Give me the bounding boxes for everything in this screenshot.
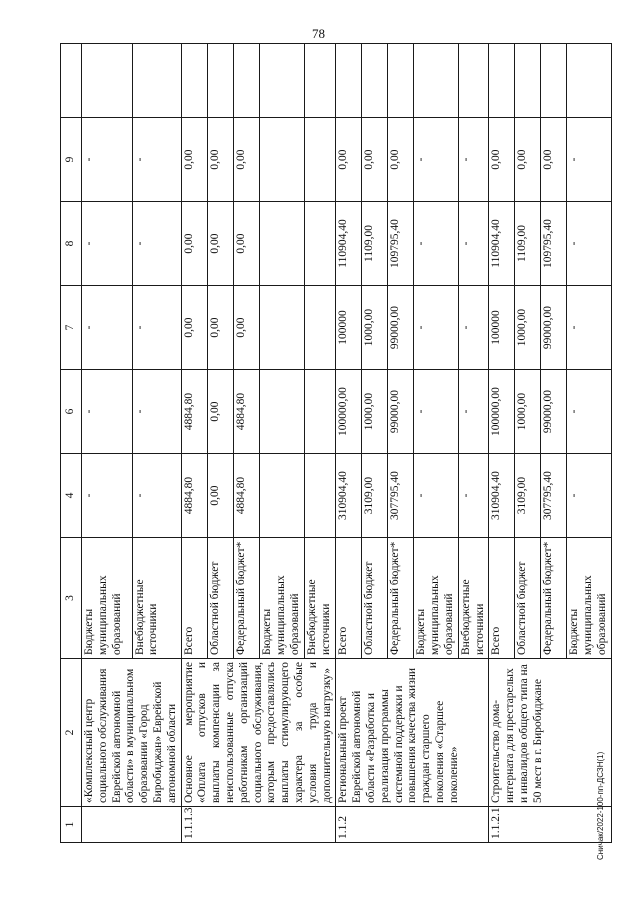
funding-source-cell: Федеральный бюджет* — [234, 538, 260, 659]
value-cell — [305, 44, 336, 118]
value-cell: 0,00 — [181, 286, 207, 370]
value-cell — [388, 44, 414, 118]
value-cell: 100000,00 — [336, 370, 362, 454]
value-cell: 109795,40 — [541, 202, 567, 286]
value-cell: - — [132, 370, 181, 454]
header-row — [61, 44, 82, 843]
document-code: Сничак/2022-100-пп-ДСЗН(1) — [596, 751, 605, 860]
value-cell — [260, 202, 305, 286]
value-cell: 0,00 — [207, 118, 233, 202]
value-cell: 0,00 — [336, 118, 362, 202]
value-cell — [181, 44, 207, 118]
funding-source-cell: Федеральный бюджет* — [541, 538, 567, 659]
value-cell: 0,00 — [234, 202, 260, 286]
value-cell: - — [458, 286, 489, 370]
header-cell: 7 — [61, 286, 82, 370]
value-cell — [305, 454, 336, 538]
value-cell: - — [567, 286, 611, 370]
header-cell: 8 — [61, 202, 82, 286]
budget-table — [60, 43, 612, 843]
funding-source-cell: Бюджеты муниципальных образований — [414, 538, 458, 659]
funding-source-cell: Областной бюджет — [207, 538, 233, 659]
value-cell: 0,00 — [388, 118, 414, 202]
value-cell: 310904,40 — [336, 454, 362, 538]
funding-source-cell: Бюджеты муниципальных образований — [567, 538, 611, 659]
funding-source-cell: Областной бюджет — [515, 538, 541, 659]
value-cell: 0,00 — [207, 454, 233, 538]
value-cell: 4884,80 — [181, 370, 207, 454]
funding-source-cell: Бюджеты муниципальных образований — [82, 538, 133, 659]
value-cell: 0,00 — [541, 118, 567, 202]
value-cell: 307795,40 — [388, 454, 414, 538]
value-cell — [458, 44, 489, 118]
value-cell: - — [458, 118, 489, 202]
value-cell — [234, 44, 260, 118]
funding-source-cell: Всего — [489, 538, 515, 659]
value-cell: 110904,40 — [489, 202, 515, 286]
value-cell: 99000,00 — [541, 370, 567, 454]
value-cell: - — [414, 286, 458, 370]
funding-source-cell: Областной бюджет — [362, 538, 388, 659]
funding-source-cell: Внебюджетные источники — [458, 538, 489, 659]
funding-source-cell: Внебюджетные источники — [132, 538, 181, 659]
value-cell: - — [567, 454, 611, 538]
funding-source-cell: Всего — [336, 538, 362, 659]
value-cell: 0,00 — [181, 202, 207, 286]
value-cell: 0,00 — [489, 118, 515, 202]
code-cell: 1.1.2 — [336, 807, 489, 843]
value-cell: - — [132, 454, 181, 538]
value-cell — [207, 44, 233, 118]
header-cell: 6 — [61, 370, 82, 454]
value-cell: - — [132, 202, 181, 286]
value-cell — [414, 44, 458, 118]
value-cell: - — [567, 202, 611, 286]
value-cell: - — [82, 118, 133, 202]
value-cell: - — [414, 370, 458, 454]
value-cell: - — [567, 370, 611, 454]
funding-source-cell: Внебюджетные источники — [305, 538, 336, 659]
value-cell — [132, 44, 181, 118]
value-cell — [305, 118, 336, 202]
value-cell: - — [458, 202, 489, 286]
value-cell — [260, 454, 305, 538]
value-cell: 0,00 — [234, 118, 260, 202]
measure-name-cell: Региональный проект Еврейской автономной области «Разработка и реализация программы системной поддержки и повышения качества жизни граждан старшего поколения «Старшее поколение» — [336, 659, 489, 807]
header-cell: 2 — [61, 659, 82, 807]
value-cell: 0,00 — [515, 118, 541, 202]
value-cell: 3109,00 — [515, 454, 541, 538]
value-cell: 1109,00 — [515, 202, 541, 286]
code-cell: 1.1.2.1 — [489, 807, 611, 843]
code-cell: 1.1.1.3 — [181, 807, 336, 843]
table-row — [181, 44, 207, 843]
value-cell — [260, 370, 305, 454]
value-cell: 0,00 — [207, 286, 233, 370]
value-cell: 3109,00 — [362, 454, 388, 538]
code-cell — [82, 807, 182, 843]
header-cell: 9 — [61, 118, 82, 202]
measure-name-cell: Строительство дома-интерната для престарелых и инвалидов общего типа на 50 мест в г. Биробиджане — [489, 659, 611, 807]
value-cell — [489, 44, 515, 118]
value-cell: 4884,80 — [234, 454, 260, 538]
value-cell: 1000,00 — [515, 370, 541, 454]
value-cell — [305, 370, 336, 454]
value-cell — [567, 44, 611, 118]
value-cell: 99000,00 — [388, 370, 414, 454]
value-cell — [336, 44, 362, 118]
value-cell — [541, 44, 567, 118]
header-cell: 4 — [61, 454, 82, 538]
value-cell: 310904,40 — [489, 454, 515, 538]
value-cell: 4884,80 — [234, 370, 260, 454]
value-cell: - — [567, 118, 611, 202]
table-row — [336, 44, 362, 843]
value-cell: - — [132, 286, 181, 370]
value-cell: - — [82, 202, 133, 286]
value-cell — [260, 286, 305, 370]
value-cell: - — [82, 454, 133, 538]
value-cell: 0,00 — [207, 370, 233, 454]
value-cell — [260, 44, 305, 118]
value-cell — [515, 44, 541, 118]
value-cell: 0,00 — [181, 118, 207, 202]
table-row — [489, 44, 515, 843]
value-cell: - — [458, 454, 489, 538]
value-cell: - — [82, 286, 133, 370]
value-cell: 99000,00 — [541, 286, 567, 370]
value-cell: 1000,00 — [515, 286, 541, 370]
value-cell — [260, 118, 305, 202]
value-cell: 100000 — [336, 286, 362, 370]
header-cell: 3 — [61, 538, 82, 659]
value-cell — [305, 202, 336, 286]
value-cell: 1109,00 — [362, 202, 388, 286]
value-cell: 109795,40 — [388, 202, 414, 286]
value-cell: 99000,00 — [388, 286, 414, 370]
value-cell: 0,00 — [234, 286, 260, 370]
page-number: 78 — [312, 26, 325, 41]
funding-source-cell: Бюджеты муниципальных образований — [260, 538, 305, 659]
funding-source-cell: Всего — [181, 538, 207, 659]
measure-name-cell: «Комплексный центр социального обслуживания Еврейской автономной области» в муниципальном образовании «Город Биробиджан» Еврейской автономной области — [82, 659, 182, 807]
value-cell — [305, 286, 336, 370]
value-cell: - — [414, 202, 458, 286]
value-cell: 1000,00 — [362, 370, 388, 454]
value-cell: 110904,40 — [336, 202, 362, 286]
value-cell: 100000 — [489, 286, 515, 370]
value-cell: - — [458, 370, 489, 454]
value-cell: 307795,40 — [541, 454, 567, 538]
header-cell — [61, 44, 82, 118]
value-cell — [82, 44, 133, 118]
measure-name-cell: Основное мероприятие «Оплата отпусков и выплаты компенсации за неиспользованные отпуска работникам организаций социального обслуживания, которым предоставлялись выплаты стимулирующего характера за особые условия труда и дополнительную нагрузку» — [181, 659, 336, 807]
value-cell: 0,00 — [207, 202, 233, 286]
value-cell: 0,00 — [362, 118, 388, 202]
value-cell: - — [414, 454, 458, 538]
funding-source-cell: Федеральный бюджет* — [388, 538, 414, 659]
value-cell: 1000,00 — [362, 286, 388, 370]
value-cell: - — [82, 370, 133, 454]
value-cell: 100000,00 — [489, 370, 515, 454]
value-cell — [362, 44, 388, 118]
value-cell: - — [414, 118, 458, 202]
header-cell: 1 — [61, 807, 82, 843]
value-cell: - — [132, 118, 181, 202]
value-cell: 4884,80 — [181, 454, 207, 538]
table-row — [82, 44, 133, 843]
